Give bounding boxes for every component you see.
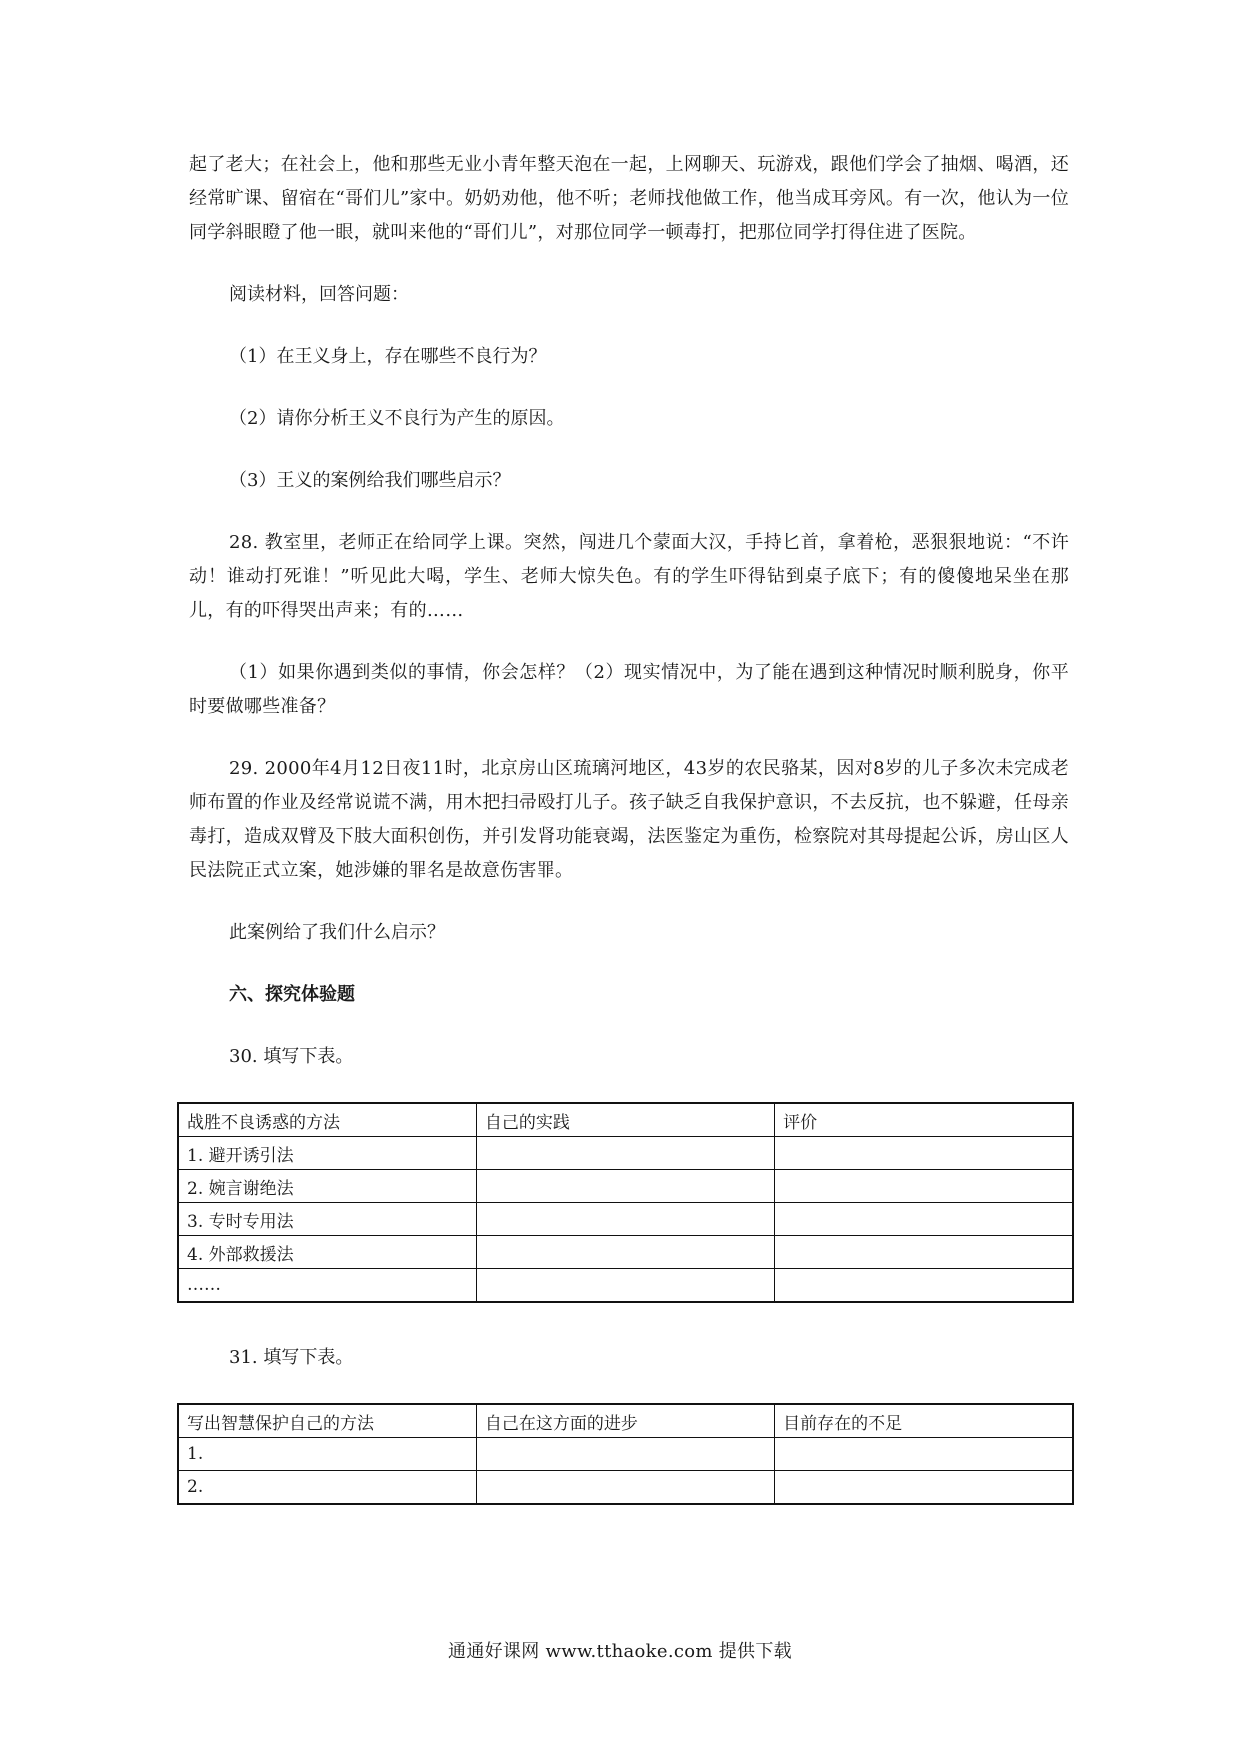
table-header-cell: 战胜不良诱惑的方法 <box>178 1103 476 1137</box>
table-cell: 3. 专时专用法 <box>178 1203 476 1236</box>
question-2: （2）请你分析王义不良行为产生的原因。 <box>229 408 565 429</box>
section-heading: 六、探究体验题 <box>229 984 355 1005</box>
table-cell <box>775 1236 1073 1269</box>
question-30-label: 30. 填写下表。 <box>229 1046 354 1067</box>
table-row <box>178 1269 1073 1303</box>
table-header-cell: 目前存在的不足 <box>775 1404 1073 1438</box>
table-cell: 1. 避开诱引法 <box>178 1137 476 1170</box>
table-cell <box>476 1438 774 1471</box>
table-cell <box>775 1137 1073 1170</box>
table-cell <box>775 1438 1073 1471</box>
question-28-text: 28. 教室里，老师正在给同学上课。突然，闯进几个蒙面大汉，手持匕首，拿着枪，恶狠狠地说：“不许动！谁动打死谁！”听见此大喝，学生、老师大惊失色。有的学生吓得钻到桌子底下；有的傻傻地呆坐在那儿，有的吓得哭出声来；有的…… <box>189 532 1069 621</box>
table-cell: 1. <box>178 1438 476 1471</box>
instruction-text: 阅读材料，回答问题： <box>229 284 409 305</box>
table-cell <box>476 1170 774 1203</box>
table-cell <box>476 1471 774 1505</box>
table-cell: …… <box>178 1269 476 1303</box>
table-cell <box>775 1269 1073 1303</box>
table-cell <box>476 1269 774 1303</box>
table-31 <box>177 1403 1074 1505</box>
page-footer: 通通好课网 www.tthaoke.com 提供下载 <box>448 1641 792 1662</box>
question-28-prompts: （1）如果你遇到类似的事情，你会怎样？（2）现实情况中，为了能在遇到这种情况时顺利脱身，你平时要做哪些准备？ <box>189 662 1069 717</box>
document-body <box>189 148 1069 1543</box>
table-header-row <box>178 1103 1073 1137</box>
story-paragraph: 起了老大；在社会上，他和那些无业小青年整天泡在一起，上网聊天、玩游戏，跟他们学会了抽烟、喝酒，还经常旷课、留宿在“哥们儿”家中。奶奶劝他，他不听；老师找他做工作，他当成耳旁风。有一次，他认为一位同学斜眼瞪了他一眼，就叫来他的“哥们儿”，对那位同学一顿毒打，把那位同学打得住进了医院。 <box>189 154 1069 243</box>
table-row <box>178 1203 1073 1236</box>
table-cell <box>775 1170 1073 1203</box>
table-header-cell: 写出智慧保护自己的方法 <box>178 1404 476 1438</box>
table-cell <box>476 1203 774 1236</box>
question-29-prompt: 此案例给了我们什么启示？ <box>229 922 445 943</box>
table-row <box>178 1236 1073 1269</box>
table-header-cell: 自己在这方面的进步 <box>476 1404 774 1438</box>
table-cell: 2. 婉言谢绝法 <box>178 1170 476 1203</box>
table-cell <box>775 1203 1073 1236</box>
table-cell <box>476 1236 774 1269</box>
table-header-cell: 自己的实践 <box>476 1103 774 1137</box>
table-cell: 4. 外部救援法 <box>178 1236 476 1269</box>
table-cell <box>476 1137 774 1170</box>
table-row <box>178 1170 1073 1203</box>
table-header-cell: 评价 <box>775 1103 1073 1137</box>
table-30 <box>177 1102 1074 1303</box>
table-header-row <box>178 1404 1073 1438</box>
question-31-label: 31. 填写下表。 <box>229 1347 354 1368</box>
table-cell <box>775 1471 1073 1505</box>
question-29-text: 29. 2000年4月12日夜11时，北京房山区琉璃河地区，43岁的农民骆某，因对8岁的儿子多次未完成老师布置的作业及经常说谎不满，用木把扫帚殴打儿子。孩子缺乏自我保护意识，不去反抗，也不躲避，任母亲毒打，造成双臂及下肢大面积创伤，并引发肾功能衰竭，法医鉴定为重伤，检察院对其母提起公诉，房山区人民法院正式立案，她涉嫌的罪名是故意伤害罪。 <box>189 758 1069 881</box>
question-1: （1）在王义身上，存在哪些不良行为？ <box>229 346 547 367</box>
table-row <box>178 1438 1073 1471</box>
table-row <box>178 1471 1073 1505</box>
table-cell: 2. <box>178 1471 476 1505</box>
table-row <box>178 1137 1073 1170</box>
question-3: （3）王义的案例给我们哪些启示？ <box>229 470 511 491</box>
